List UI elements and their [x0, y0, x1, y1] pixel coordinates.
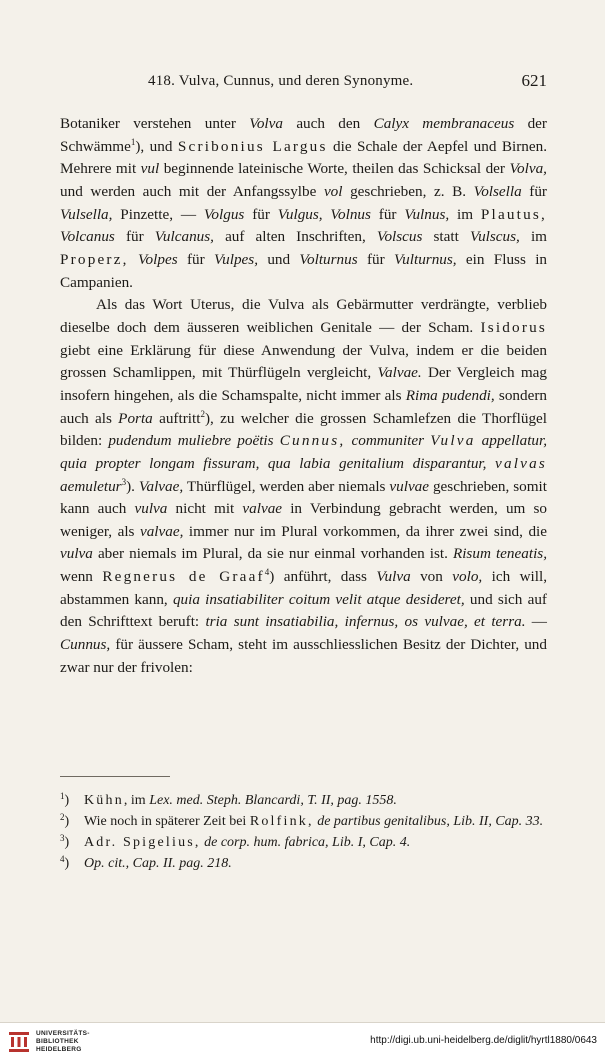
footnote-divider [60, 776, 170, 777]
footnote-ref-3: 3 [121, 476, 127, 487]
footnote-ref-1: 1 [130, 136, 136, 147]
paragraph-1: Botaniker verstehen unter Volva auch den Calyx membranaceus der Schwämme$^1$), und Scribonius Largus die Schale der Aepfel und Birnen. Mehrere mit vul beginnende lateinische Worte, theilen das Schicksal der Volva, und werden auch mit der Anfangssylbe vol geschrieben, z. B. Volsella für Vulsella, Pinzette, — Volgus für Vulgus, Volnus für Vulnus, im Plautus, Volcanus für Vulcanus, auf alten Inschriften, Volscus statt Vulscus, im Properz, Volpes für Vulpes, und Volturnus für Vulturnus, ein Fluss in Campanien. [60, 115, 548, 291]
footnotes [60, 790, 547, 874]
footnote-ref-4: 4 [264, 567, 270, 578]
footnote-3: $^3$) Adr. Spigelius, de corp. hum. fabrica, Lib. I, Cap. 4. [60, 833, 411, 850]
running-title: 418. Vulva, Cunnus, und deren Synonyme. [148, 73, 414, 89]
source-url-link[interactable]: http://digi.ub.uni-heidelberg.de/diglit/hyrtl1880/0643 [370, 1035, 597, 1046]
main-text [60, 113, 547, 679]
footnote-4: $^4$) Op. cit., Cap. II. pag. 218. [60, 854, 232, 871]
footnote-2: $^2$) Wie noch in späterer Zeit bei Rolfink, de partibus genitalibus, Lib. II, Cap. 33. [60, 812, 544, 829]
library-logo-icon [6, 1029, 32, 1055]
footnote-1: $^1$) Kühn, im Lex. med. Steph. Blancardi, T. II, pag. 1558. [60, 791, 397, 808]
viewer-footer [0, 1022, 605, 1061]
page-number: 621 [521, 71, 547, 90]
paragraph-2: Als das Wort Uterus, die Vulva als Gebärmutter verdrängte, verblieb dieselbe doch dem äusseren weiblichen Genitale — der Scham. Isidorus giebt eine Erklärung für diese Anwendung der Vulva, indem er die beiden grossen Schamlippen, mit Thürflügeln vergleicht, Valvae. Der Vergleich mag insofern hingehen, als die Schamspalte, nicht immer als Rima pudendi, sondern auch als Porta auftritt$^2$), zu welcher die grossen Schamlefzen die Thorflügel bilden: pudendum muliebre poëtis Cunnus, communiter Vulva appellatur, quia propter longam fissuram, qua labia genitalium disparantur, valvas aemuletur$^3$). Valvae, Thürflügel, werden aber niemals vulvae geschrieben, somit kann auch vulva nicht mit valvae in Verbindung gebracht werden, um so weniger, als valvae, immer nur im Plural vorkommen, da ihrer zwei sind, die vulva aber niemals im Plural, da sie nur einmal vorhanden ist. Risum teneatis, wenn Regnerus de Graaf$^4$) anführt, dass Vulva von volo, ich will, abstammen kann, quia insatiabiliter coitum velit atque desideret, und sich auf den Schrifttext beruft: tria sunt insatiabilia, infernus, os vulvae, et terra. — Cunnus, für äussere Scham, steht im ausschliesslichen Besitz der Dichter, und zwar nur der frivolen: [60, 296, 548, 676]
library-name: UNIVERSITÄTS- BIBLIOTHEK HEIDELBERG [36, 1030, 90, 1053]
footnote-ref-2: 2 [200, 408, 205, 419]
